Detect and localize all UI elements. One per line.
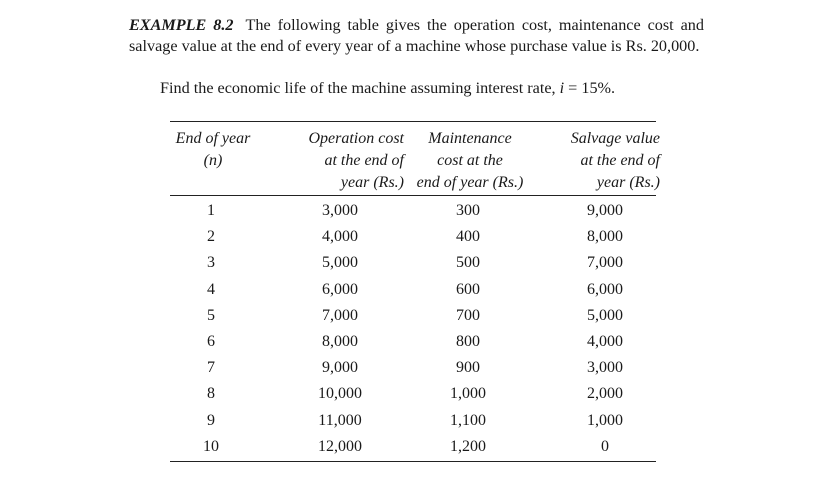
salvage-value-cell: 3,000	[587, 359, 623, 377]
year-cell: 1	[207, 202, 215, 219]
year-cell: 9	[207, 411, 215, 429]
table-row	[0, 434, 820, 460]
example-paragraph	[129, 15, 704, 56]
interest-variable: i	[559, 79, 565, 97]
operation-cost-cell: 9,000	[322, 359, 358, 377]
table-row	[0, 329, 820, 355]
maintenance-cost-cell: 800	[456, 332, 480, 350]
table-row	[0, 277, 820, 303]
operation-cost-cell: 4,000	[322, 228, 358, 246]
year-cell: 5	[207, 306, 215, 324]
header-line: at the end of	[580, 152, 660, 169]
operation-cost-cell: 7,000	[322, 306, 358, 324]
year-cell: 6	[207, 332, 215, 350]
year-cell: 3	[207, 254, 215, 272]
year-cell: 8	[207, 385, 215, 403]
salvage-value-cell: 2,000	[587, 385, 623, 403]
maintenance-cost-cell: 1,200	[450, 437, 486, 455]
header-line: end of year (Rs.)	[416, 174, 524, 191]
table-row	[0, 303, 820, 329]
salvage-value-cell: 0	[601, 437, 609, 455]
operation-cost-cell: 10,000	[318, 385, 362, 403]
maintenance-cost-cell: 900	[456, 359, 480, 377]
maintenance-cost-cell: 500	[456, 254, 480, 272]
table-row	[0, 355, 820, 381]
year-cell: 2	[207, 228, 215, 246]
salvage-value-cell: 5,000	[587, 306, 623, 324]
example-label: EXAMPLE 8.2	[129, 16, 234, 34]
example-text: The following table gives the operation cost, maintenance cost and salvage value at the end of every year of a machine whose purchase value is Rs. 20,000.	[129, 16, 704, 55]
salvage-value-cell: 4,000	[587, 332, 623, 350]
table-row	[0, 224, 820, 250]
header-line: at the end of	[324, 152, 404, 169]
operation-cost-cell: 3,000	[322, 202, 358, 219]
find-sentence	[160, 79, 615, 98]
header-line: Salvage value	[570, 130, 660, 147]
header-line: Maintenance	[428, 130, 512, 147]
table-header-rule	[170, 195, 656, 196]
header-line: Operation cost	[308, 130, 404, 147]
table-row	[0, 408, 820, 434]
header-operation-cost	[284, 128, 404, 194]
table-bottom-rule	[170, 461, 656, 462]
salvage-value-cell: 1,000	[587, 411, 623, 429]
table-body	[0, 198, 820, 460]
salvage-value-cell: 7,000	[587, 254, 623, 272]
header-line: cost at the	[437, 152, 503, 169]
year-cell: 10	[203, 437, 219, 455]
table-row	[0, 381, 820, 407]
find-prefix: Find the economic life of the machine assuming interest rate,	[160, 79, 556, 97]
find-suffix: = 15%.	[568, 79, 616, 97]
year-cell: 7	[207, 359, 215, 377]
maintenance-cost-cell: 400	[456, 228, 480, 246]
header-line: End of year	[175, 130, 251, 147]
maintenance-cost-cell: 700	[456, 306, 480, 324]
header-end-of-year	[166, 128, 260, 172]
maintenance-cost-cell: 300	[456, 202, 480, 219]
table-top-rule	[170, 121, 656, 122]
table-row	[0, 198, 820, 224]
table-row	[0, 250, 820, 276]
operation-cost-cell: 8,000	[322, 332, 358, 350]
header-line: year (Rs.)	[596, 174, 660, 191]
operation-cost-cell: 5,000	[322, 254, 358, 272]
salvage-value-cell: 6,000	[587, 280, 623, 298]
header-salvage-value	[544, 128, 660, 194]
maintenance-cost-cell: 1,000	[450, 385, 486, 403]
maintenance-cost-cell: 600	[456, 280, 480, 298]
maintenance-cost-cell: 1,100	[450, 411, 486, 429]
header-line: year (Rs.)	[340, 174, 404, 191]
operation-cost-cell: 6,000	[322, 280, 358, 298]
header-line: (n)	[203, 152, 223, 169]
salvage-value-cell: 8,000	[587, 228, 623, 246]
year-cell: 4	[207, 280, 215, 298]
salvage-value-cell: 9,000	[587, 202, 623, 219]
header-maintenance-cost	[404, 128, 536, 194]
operation-cost-cell: 11,000	[318, 411, 362, 429]
operation-cost-cell: 12,000	[318, 437, 362, 455]
